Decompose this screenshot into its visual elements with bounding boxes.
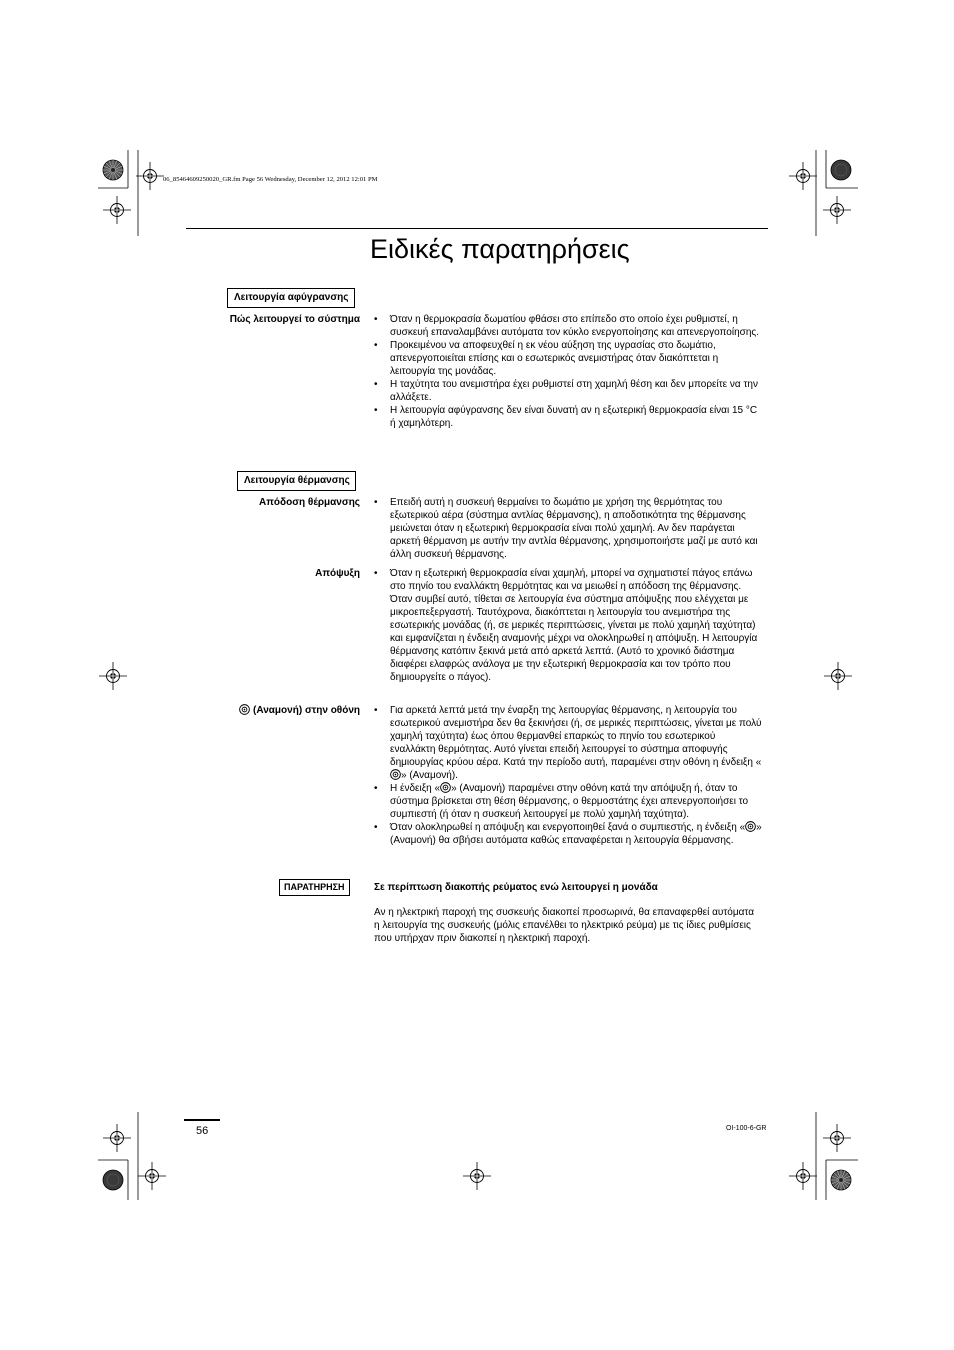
color-registration-disc-icon (831, 1170, 851, 1190)
note-heading: Σε περίπτωση διακοπής ρεύματος ενώ λειτουργεί η μονάδα (374, 882, 658, 893)
heating-performance-content (374, 496, 762, 561)
registration-mark-icon (823, 1124, 851, 1152)
label-standby (100, 704, 360, 717)
list-item: • Η ένδειξη « » (Αναμονή) παραμένει στην οθόνη κατά την απόψυξη ή, όταν το σύστημα βρίσκεται στη θέση θέρμανσης, ο θερμοστάτης έχει απενεργοποιήσει το συμπιεστή (ή όταν η συσκευή λειτουργεί με πολύ χαμηλή ταχύτητα). (374, 782, 762, 821)
registration-mark-icon (463, 1162, 491, 1190)
label-defrost: Απόψυξη (315, 568, 360, 579)
footer-rule (184, 1119, 220, 1121)
color-registration-disc-icon (103, 1170, 123, 1190)
file-header: 06_85464609250020_GR.fm Page 56 Wednesday, December 12, 2012 12:01 PM (163, 176, 378, 183)
color-registration-disc-icon (831, 160, 851, 180)
registration-mark-icon (138, 1162, 166, 1190)
list-item: • Για αρκετά λεπτά μετά την έναρξη της λειτουργίας θέρμανσης, η λειτουργία του εσωτερικού ανεμιστήρα δεν θα ξεκινήσει (ή, σε μερικές περιπτώσεις, γίνεται με πολύ χαμηλή ταχύτητα) έως όπου θερμανθεί επαρκώς το πηνίο του εσωτερικού εναλλάκτη θερμότητας. Αυτό γίνεται επειδή λειτουργεί το σύστημα αποφυγής δημιουργίας κρύου αέρα. Κατά την περίοδο αυτή, παραμένει στην οθόνη η ένδειξη «» (Αναμονή). (374, 704, 762, 782)
list-item: • Η λειτουργία αφύγρανσης δεν είναι δυνατή αν η εξωτερική θερμοκρασία είναι 15 °C ή χαμηλότερη. (374, 404, 762, 430)
registration-mark-icon (136, 162, 164, 190)
standby-icon (440, 782, 451, 793)
section-title-heating: Λειτουργία θέρμανσης (237, 471, 356, 491)
standby-content (374, 704, 762, 847)
dehumidify-bullets (374, 313, 762, 430)
list-item: • Επειδή αυτή η συσκευή θερμαίνει το δωμάτιο με χρήση της θερμότητας του εξωτερικού αέρα (σύστημα αντλίας θέρμανσης), η αποδοτικότητα της θέρμανσης μειώνεται όταν η εξωτερική θερμοκρασία είναι πολύ χαμηλή. Αν δεν παράγεται αρκετή θέρμανση με αυτήν την αντλία θέρμανσης, χρησιμοποιήστε μαζί με αυτό και άλλη συσκευή θέρμανσης. (374, 496, 762, 561)
standby-label-text: (Αναμονή) στην οθόνη (253, 705, 360, 716)
registration-mark-icon (824, 662, 852, 690)
registration-mark-icon (103, 196, 131, 224)
list-item: • Η ταχύτητα του ανεμιστήρα έχει ρυθμιστεί στη χαμηλή θέση και δεν μπορείτε να την αλλάξετε. (374, 378, 762, 404)
defrost-content (374, 567, 762, 684)
page-title: Ειδικές παρατηρήσεις (370, 234, 630, 264)
list-item: • Προκειμένου να αποφευχθεί η εκ νέου αύξηση της υγρασίας στο δωμάτιο, απενεργοποιείται επίσης και ο εσωτερικός ανεμιστήρας όταν διακόπτεται η λειτουργία της μονάδας. (374, 339, 762, 378)
list-item: • Όταν η θερμοκρασία δωματίου φθάσει στο επίπεδο στο οποίο έχει ρυθμιστεί, η συσκευή επαναλαμβάνει αυτόματα τον κύκλο ενεργοποίησης και απενεργοποίησης. (374, 313, 762, 339)
color-registration-disc-icon (103, 160, 123, 180)
registration-mark-icon (789, 1162, 817, 1190)
standby-icon (239, 704, 250, 715)
standby-icon (745, 821, 756, 832)
note-box: ΠΑΡΑΤΗΡΗΣΗ (279, 879, 350, 896)
dehumidify-content (374, 313, 762, 430)
list-item: • Όταν η εξωτερική θερμοκρασία είναι χαμηλή, μπορεί να σχηματιστεί πάγος επάνω στο πηνίο του εναλλάκτη θερμότητας και να μειωθεί η απόδοση της θέρμανσης. Όταν συμβεί αυτό, τίθεται σε λειτουργία ένα σύστημα απόψυξης που ελέγχεται με μικροεπεξεργαστή. Ταυτόχρονα, διακόπτεται η λειτουργία του ανεμιστήρα της εσωτερικής μονάδας (ή, σε μερικές περιπτώσεις, γίνεται με πολύ χαμηλή ταχύτητα) και εμφανίζεται η ένδειξη αναμονής μέχρι να ολοκληρωθεί η απόψυξη. Η λειτουργία θέρμανσης κατόπιν ξεκινά μετά από αρκετά λεπτά. (Αυτό το χρονικό διάστημα διαφέρει ελαφρώς ανάλογα με την εξωτερική θερμοκρασία και τον τρόπο που δημιουργείτε ο πάγος). (374, 567, 762, 684)
doc-code: OI-100-6-GR (726, 1125, 767, 1132)
registration-mark-icon (99, 662, 127, 690)
note-text: Αν η ηλεκτρική παροχή της συσκευής διακοπεί προσωρινά, θα επαναφερθεί αυτόματα η λειτουργία της συσκευής (μόλις επανέλθει το ηλεκτρικό ρεύμα) με τις ίδιες ρυθμίσεις που υπήρχαν πριν διακοπεί η ηλεκτρική παροχή. (374, 907, 754, 944)
registration-mark-icon (103, 1124, 131, 1152)
standby-icon (390, 769, 401, 780)
registration-mark-icon (789, 162, 817, 190)
list-item: • Όταν ολοκληρωθεί η απόψυξη και ενεργοποιηθεί ξανά ο συμπιεστής, η ένδειξη « » (Αναμονή) θα σβήσει αυτόματα καθώς επαναφέρεται η λειτουργία θέρμανσης. (374, 821, 762, 847)
top-rule (186, 228, 768, 229)
label-heating-performance: Απόδοση θέρμανσης (259, 497, 360, 508)
page-number: 56 (196, 1125, 209, 1137)
registration-mark-icon (823, 196, 851, 224)
label-how-it-works: Πώς λειτουργεί το σύστημα (229, 314, 360, 325)
section-title-dehumidify: Λειτουργία αφύγρανσης (227, 288, 355, 308)
